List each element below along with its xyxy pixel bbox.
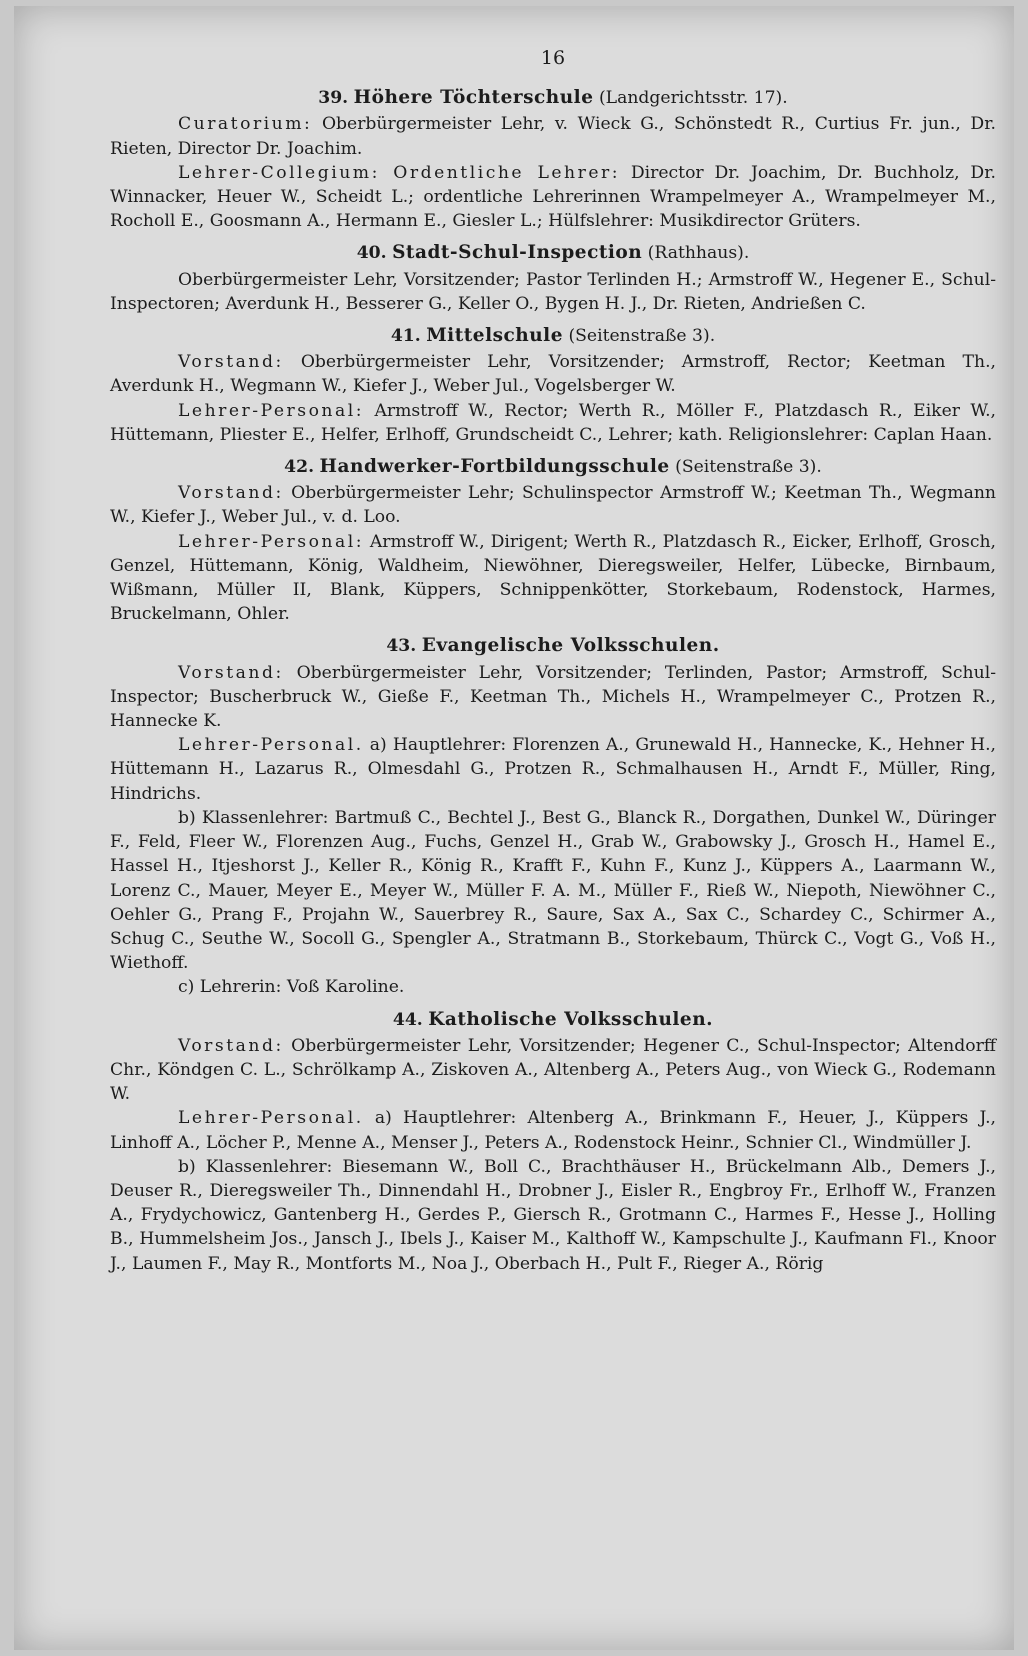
section-title: Handwerker-Fortbildungsschule: [319, 456, 670, 478]
section-number: 43.: [386, 636, 417, 657]
paragraph: [110, 661, 996, 734]
paragraph-text: Armstroff W., Rector; Werth R., Möller F., Platzdasch R., Eiker W., Hüttemann, Pliester E., Helfer, Erlhoff, Grundscheidt C., Lehrer; kath. Religionslehrer: Caplan Haan.: [110, 400, 996, 445]
section-heading: [110, 634, 996, 658]
section-number: 39.: [318, 88, 349, 109]
section-location: (Rathhaus).: [647, 243, 750, 264]
page: [14, 6, 1014, 1650]
paragraph-text: a) Hauptlehrer: Florenzen A., Grunewald H., Hannecke, K., Hehner H., Hüttemann H., Lazarus R., Olmesdahl G., Protzen R., Schmalhausen H., Arndt F., Müller, Ring, Hindrichs.: [110, 735, 996, 804]
paragraph: [110, 1106, 996, 1154]
section-title: Höhere Töchterschule: [353, 87, 594, 109]
paragraph-label: Curatorium:: [178, 114, 313, 135]
section-number: 44.: [392, 1009, 423, 1030]
paragraph-text: Oberbürgermeister Lehr; Schulinspector Armstroff W.; Keetman Th., Wegmann W., Kiefer J., Weber Jul., v. d. Loo.: [110, 483, 996, 528]
paragraph-text: c) Lehrerin: Voß Karoline.: [178, 977, 405, 998]
paragraph-text: Director Dr. Joachim, Dr. Buchholz, Dr. Winnacker, Heuer W., Scheidt L.; ordentliche Lehrerinnen Wrampelmeyer A., Wrampelmeyer M., Rocholl E., Goosmann A., Hermann E., Giesler L.; Hülfslehrer: Musikdirector Grüters.: [110, 162, 996, 232]
paragraph-label: Lehrer-Personal.: [178, 1108, 364, 1129]
paragraph-label: Lehrer-Personal:: [178, 531, 365, 552]
paragraph: [110, 399, 996, 447]
paragraph-text: Oberbürgermeister Lehr, v. Wieck G., Schönstedt R., Curtius Fr. jun., Dr. Rieten, Director Dr. Joachim.: [110, 114, 996, 159]
paragraph-label: Lehrer-Personal:: [178, 400, 365, 421]
paragraph: [110, 806, 996, 975]
paragraph-label: Vorstand:: [178, 662, 284, 683]
section-heading: [110, 455, 996, 479]
section-heading: [110, 86, 996, 110]
paragraph-label: Lehrer-Personal.: [178, 735, 364, 756]
paragraph-text: Oberbürgermeister Lehr, Vorsitzender; Terlinden, Pastor; Armstroff, Schul-Inspector; Buscherbruck W., Gieße F., Keetman Th., Michels H., Wrampelmeyer C., Protzen R., Hannecke K.: [110, 662, 997, 732]
paragraph-text: Oberbürgermeister Lehr, Vorsitzender; Armstroff, Rector; Keetman Th., Averdunk H., Wegmann W., Kiefer J., Weber Jul., Vogelsberger W.: [110, 352, 996, 397]
section-number: 41.: [390, 326, 421, 347]
paragraph: [110, 268, 996, 316]
section-title: Evangelische Volksschulen.: [421, 635, 720, 657]
section-heading: [110, 324, 996, 348]
paragraph: [110, 733, 996, 806]
section-title: Mittelschule: [426, 325, 563, 347]
section-number: 42.: [284, 457, 315, 478]
text-block: [110, 46, 996, 1276]
section-title: Stadt-Schul-Inspection: [392, 242, 643, 264]
paragraph: [110, 112, 996, 160]
paragraph: [110, 350, 996, 398]
section-location: (Seitenstraße 3).: [675, 457, 822, 478]
paragraph-text: Oberbürgermeister Lehr, Vorsitzender; Pastor Terlinden H.; Armstroff W., Hegener E., Schul-Inspectoren; Averdunk H., Besserer G., Keller O., Bygen H. J., Dr. Rieten, Andrießen C.: [110, 269, 996, 314]
paragraph-label: Lehrer-Collegium: Ordentliche Lehrer:: [178, 162, 621, 183]
section-location: (Landgerichtsstr. 17).: [598, 88, 788, 109]
paragraph-label: Vorstand:: [178, 483, 284, 504]
section-location: (Seitenstraße 3).: [568, 326, 716, 347]
paragraph-label: Vorstand:: [178, 352, 284, 373]
paragraph-text: b) Klassenlehrer: Biesemann W., Boll C., Brachthäuser H., Brückelmann Alb., Demers J., Deuser R., Dieregsweiler Th., Dinnendahl H., Drobner J., Eisler R., Engbroy Fr., Erlhoff W., Franzen A., Frydychowicz, Gantenberg H., Gerdes P., Giersch R., Grotmann C., Harmes F., Hesse J., Holling B., Hummelsheim Jos., Jansch J., Ibels J., Kaiser M., Kalthoff W., Kampschulte J., Kaufmann Fl., Knoor J., Laumen F., May R., Montforts M., Noa J., Oberbach H., Pult F., Rieger A., Rörig: [110, 1156, 996, 1274]
section-number: 40.: [356, 243, 387, 264]
paragraph: [110, 161, 996, 234]
paragraph-label: Vorstand:: [178, 1035, 284, 1056]
paragraph-text: Oberbürgermeister Lehr, Vorsitzender; Hegener C., Schul-Inspector; Altendorff Chr., Köndgen C. L., Schrölkamp A., Ziskoven A., Altenberg A., Peters Aug., von Wieck G., Rodemann W.: [110, 1035, 996, 1105]
paragraph: [110, 975, 996, 999]
paragraph: [110, 1155, 996, 1276]
section-heading: [110, 1008, 996, 1032]
paragraph-text: b) Klassenlehrer: Bartmuß C., Bechtel J., Best G., Blanck R., Dorgathen, Dunkel W., Düringer F., Feld, Fleer W., Florenzen Aug., Fuchs, Genzel H., Grab W., Grabowsky J., Grosch H., Hamel E., Hassel H., Itjeshorst J., Keller R., König R., Krafft F., Kuhn F., Kunz J., Küppers A., Laarmann W., Lorenz C., Mauer, Meyer E., Meyer W., Müller F. A. M., Müller F., Rieß W., Niepoth, Niewöhner C., Oehler G., Prang F., Projahn W., Sauerbrey R., Saure, Sax A., Sax C., Schardey C., Schirmer A., Schug C., Seuthe W., Socoll G., Spengler A., Stratmann B., Storkebaum, Thürck C., Vogt G., Voß H., Wiethoff.: [110, 807, 996, 974]
page-number: 16: [540, 47, 566, 69]
section-title: Katholische Volksschulen.: [428, 1008, 714, 1030]
paragraph: [110, 530, 996, 627]
paragraph-text: a) Hauptlehrer: Altenberg A., Brinkmann F., Heuer, J., Küppers J., Linhoff A., Löcher P., Menne A., Menser J., Peters A., Rodenstock Heinr., Schnier Cl., Windmüller J.: [110, 1108, 997, 1153]
paragraph: [110, 481, 996, 529]
section-heading: [110, 241, 996, 265]
paragraph: [110, 1034, 996, 1107]
paragraph-text: Armstroff W., Dirigent; Werth R., Platzdasch R., Eicker, Erlhoff, Grosch, Genzel, Hüttemann, König, Waldheim, Niewöhner, Dieregsweiler, Helfer, Lübecke, Birnbaum, Wißmann, Müller II, Blank, Küppers, Schnippenkötter, Storkebaum, Rodenstock, Harmes, Bruckelmann, Ohler.: [110, 531, 996, 625]
